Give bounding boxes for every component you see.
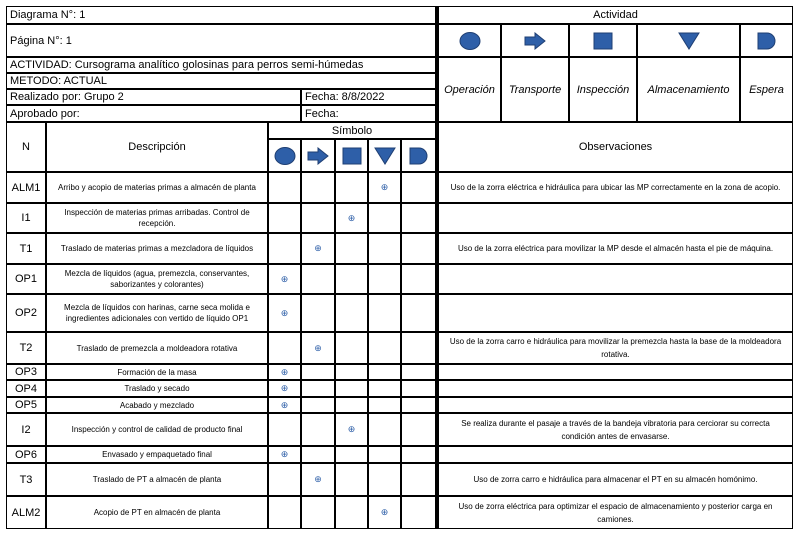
symbol-cell (401, 397, 436, 413)
step-description (46, 463, 268, 496)
symbol-cell (335, 463, 368, 496)
symbol-cell (335, 446, 368, 463)
symbol-cell (401, 233, 436, 264)
diagram-number: Diagrama N°: 1 (6, 6, 436, 24)
symbol-cell (368, 364, 401, 380)
symbol-cell (301, 172, 335, 203)
step-description-text: Envasado y empaquetado final (102, 450, 212, 459)
symbol-cell (268, 233, 301, 264)
symbol-cell (335, 397, 368, 413)
storage-triangle-icon (374, 147, 396, 165)
step-observation (436, 294, 793, 332)
step-description-text: Arribo y acopio de materias primas a almacén de planta (58, 183, 256, 192)
symbol-cell (301, 203, 335, 233)
step-description-text: Traslado de PT a almacén de planta (92, 475, 222, 484)
step-observation-text: Uso de la zorra eléctrica para movilizar la MP desde el almacén hasta el pie de máquina. (457, 244, 774, 253)
symbol-storage-cell (368, 139, 401, 172)
step-number-text: T1 (19, 242, 33, 255)
symbol-mark-icon: ⊕ (380, 507, 389, 517)
step-number-text: OP3 (14, 366, 37, 378)
symbol-cell (268, 203, 301, 233)
step-observation-text: Se realiza durante el pasaje a través de la bandeja vibratoria para cerciorar su correcta condición antes de envasarse. (461, 418, 770, 441)
symbol-cell (401, 172, 436, 203)
symbol-cell (335, 332, 368, 364)
step-observation (436, 463, 793, 496)
symbol-cell (335, 364, 368, 380)
delay-d-icon (408, 147, 430, 165)
step-number (6, 496, 46, 529)
symbol-cell (335, 172, 368, 203)
step-number-text: OP2 (14, 307, 37, 319)
symbol-cell (335, 294, 368, 332)
symbol-cell (368, 172, 401, 203)
symbol-cell (268, 496, 301, 529)
symbol-cell (401, 264, 436, 294)
symbol-cell (335, 233, 368, 264)
symbol-mark-icon: ⊕ (314, 474, 322, 484)
step-number (6, 332, 46, 364)
storage-triangle-icon (678, 32, 700, 50)
symbol-mark-icon: ⊕ (280, 449, 289, 459)
symbol-cell (268, 397, 301, 413)
column-observations-header: Observaciones (436, 122, 793, 172)
approved-by-label: Aprobado por: (6, 105, 301, 122)
date-1-label: Fecha: 8/8/2022 (301, 89, 436, 105)
symbol-cell (401, 446, 436, 463)
step-observation (436, 264, 793, 294)
symbol-cell (301, 364, 335, 380)
step-description (46, 413, 268, 446)
inspection-square-icon (341, 147, 363, 165)
symbol-cell (301, 380, 335, 397)
step-observation-text: Uso de la zorra carro e hidráulica para movilizar la premezcla hasta la base de la moldeadora rotativa. (449, 337, 782, 359)
step-number (6, 397, 46, 413)
symbol-cell (368, 203, 401, 233)
step-number (6, 264, 46, 294)
symbol-cell (368, 463, 401, 496)
step-number-text: OP4 (14, 382, 37, 395)
page-number: Página N°: 1 (6, 24, 436, 57)
step-number (6, 172, 46, 203)
step-description-text: Acabado y mezclado (119, 400, 195, 410)
symbol-cell (301, 463, 335, 496)
transport-label: Transporte (501, 57, 569, 122)
symbol-mark-icon: ⊕ (280, 307, 289, 318)
step-number (6, 446, 46, 463)
step-description-text: Traslado de materias primas a mezcladora de líquidos (60, 244, 254, 253)
symbol-cell (268, 413, 301, 446)
step-description (46, 264, 268, 294)
symbol-cell (301, 233, 335, 264)
symbol-cell (401, 364, 436, 380)
symbol-cell (368, 294, 401, 332)
symbol-cell (401, 413, 436, 446)
symbol-cell (401, 294, 436, 332)
symbol-cell (268, 364, 301, 380)
transport-icon-cell (501, 24, 569, 57)
step-number-text: ALM2 (11, 506, 41, 519)
symbol-op-cell (268, 139, 301, 172)
inspection-square-icon (592, 32, 614, 50)
symbol-mark-icon: ⊕ (380, 182, 389, 192)
inspection-label: Inspección (569, 57, 637, 122)
step-observation (436, 496, 793, 529)
step-observation-text: Uso de zorra carro e hidráulica para almacenar el PT en su almacén homónimo. (473, 475, 758, 484)
symbol-cell (401, 380, 436, 397)
step-number (6, 380, 46, 397)
step-description-text: Traslado de premezcla a moldeadora rotativa (76, 343, 238, 353)
symbol-cell (335, 380, 368, 397)
operation-circle-icon (459, 32, 481, 50)
symbol-mark-icon: ⊕ (280, 399, 289, 410)
column-description-header: Descripción (46, 122, 268, 172)
column-symbol-header: Símbolo (268, 122, 436, 139)
activity-header: Actividad (436, 6, 793, 24)
symbol-cell (335, 496, 368, 529)
step-observation-text: Uso de la zorra eléctrica e hidráulica para ubicar las MP correctamente en la zona de acopio. (450, 183, 781, 192)
symbol-cell (368, 397, 401, 413)
symbol-cell (301, 264, 335, 294)
step-description (46, 332, 268, 364)
step-observation (436, 446, 793, 463)
step-observation (436, 397, 793, 413)
symbol-cell (368, 446, 401, 463)
step-description-text: Inspección de materias primas arribadas. Control de recepción. (64, 208, 250, 228)
symbol-cell (368, 380, 401, 397)
symbol-cell (335, 413, 368, 446)
step-number (6, 233, 46, 264)
step-description-text: Mezcla de líquidos con harinas, carne seca molida e ingredientes adicionales con vertido de líquido OP1 (64, 303, 250, 323)
inspection-icon-cell (569, 24, 637, 57)
symbol-inspection-cell (335, 139, 368, 172)
symbol-cell (368, 496, 401, 529)
step-observation (436, 380, 793, 397)
symbol-cell (268, 463, 301, 496)
step-observation (436, 233, 793, 264)
step-number-text: ALM1 (11, 181, 41, 194)
step-description (46, 233, 268, 264)
step-number-text: T2 (19, 342, 33, 354)
operation-circle-icon (274, 147, 296, 165)
symbol-cell (401, 463, 436, 496)
step-description (46, 172, 268, 203)
symbol-cell (368, 233, 401, 264)
symbol-cell (301, 496, 335, 529)
step-description (46, 203, 268, 233)
step-number (6, 203, 46, 233)
symbol-cell (268, 172, 301, 203)
step-description-text: Acopio de PT en almacén de planta (93, 508, 221, 517)
symbol-cell (268, 446, 301, 463)
delay-d-icon (756, 32, 778, 50)
symbol-cell (401, 332, 436, 364)
symbol-cell (301, 413, 335, 446)
symbol-cell (401, 203, 436, 233)
symbol-transport-cell (301, 139, 335, 172)
activity-title: ACTIVIDAD: Cursograma analítico golosinas para perros semi-húmedas (6, 57, 436, 73)
step-description (46, 380, 268, 397)
step-number (6, 413, 46, 446)
delay-label: Espera (740, 57, 793, 122)
delay-icon-cell (740, 24, 793, 57)
step-description (46, 496, 268, 529)
symbol-cell (268, 380, 301, 397)
step-observation (436, 172, 793, 203)
operation-icon-cell (436, 24, 501, 57)
step-number-text: I1 (21, 212, 31, 224)
made-by-label: Realizado por: Grupo 2 (6, 89, 301, 105)
symbol-cell (268, 332, 301, 364)
step-description-text: Mezcla de líquidos (agua, premezcla, conservantes, saborizantes y colorantes) (64, 269, 250, 289)
symbol-cell (368, 264, 401, 294)
symbol-cell (335, 264, 368, 294)
step-number-text: OP6 (14, 448, 37, 461)
step-number (6, 463, 46, 496)
step-description-text: Inspección y control de calidad de producto final (71, 425, 243, 434)
symbol-mark-icon: ⊕ (347, 212, 356, 223)
step-description-text: Traslado y secado (124, 384, 190, 393)
column-n-header: N (6, 122, 46, 172)
step-description (46, 294, 268, 332)
transport-arrow-icon (307, 147, 329, 165)
step-observation (436, 364, 793, 380)
symbol-mark-icon: ⊕ (280, 383, 289, 393)
symbol-cell (268, 294, 301, 332)
method-label: METODO: ACTUAL (6, 73, 436, 89)
symbol-cell (301, 397, 335, 413)
symbol-cell (268, 264, 301, 294)
date-2-label: Fecha: (301, 105, 436, 122)
operation-label: Operación (436, 57, 501, 122)
symbol-mark-icon: ⊕ (314, 243, 322, 253)
symbol-mark-icon: ⊕ (280, 366, 289, 377)
symbol-cell (335, 203, 368, 233)
symbol-cell (301, 446, 335, 463)
symbol-cell (401, 496, 436, 529)
step-number (6, 364, 46, 380)
transport-arrow-icon (524, 32, 546, 50)
symbol-cell (301, 332, 335, 364)
symbol-cell (368, 413, 401, 446)
symbol-mark-icon: ⊕ (314, 342, 322, 353)
step-description (46, 446, 268, 463)
step-description-text: Formación de la masa (117, 367, 197, 377)
step-number-text: OP1 (14, 273, 37, 285)
step-number-text: OP5 (14, 399, 37, 411)
step-observation (436, 332, 793, 364)
symbol-mark-icon: ⊕ (280, 273, 289, 284)
step-observation-text: Uso de zorra eléctrica para optimizar el espacio de almacenamiento y posterior carga en camiones. (458, 501, 773, 524)
step-number-text: I2 (21, 423, 31, 436)
step-description (46, 364, 268, 380)
storage-icon-cell (637, 24, 740, 57)
step-number-text: T3 (19, 473, 33, 486)
storage-label: Almacenamiento (637, 57, 740, 122)
step-observation (436, 203, 793, 233)
symbol-cell (368, 332, 401, 364)
symbol-delay-cell (401, 139, 436, 172)
symbol-cell (301, 294, 335, 332)
step-description (46, 397, 268, 413)
step-observation (436, 413, 793, 446)
symbol-mark-icon: ⊕ (347, 424, 356, 434)
step-number (6, 294, 46, 332)
